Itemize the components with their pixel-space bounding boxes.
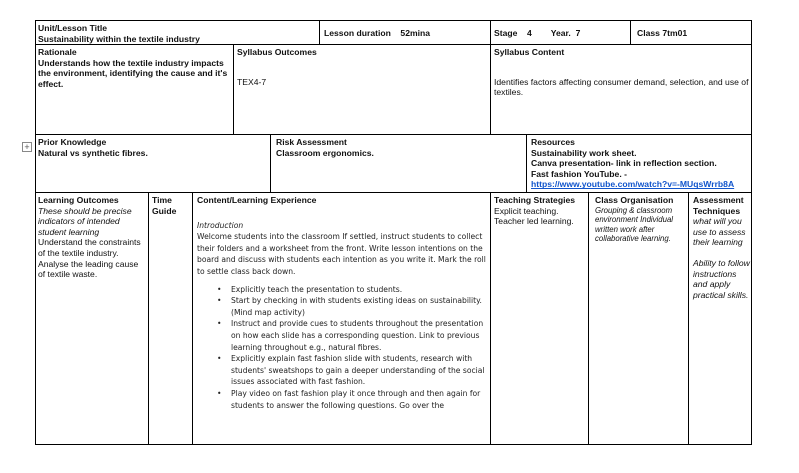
unit-title-label: Unit/Lesson Title (38, 23, 108, 33)
list-item: • Start by checking in with students existing ideas on sustainability. (Mind map activity) (197, 295, 487, 318)
list-item: • Explicitly teach the presentation to students. (197, 284, 487, 296)
learning-experience-cell[interactable] (197, 195, 487, 411)
risk-assessment-text: Classroom ergonomics. (276, 147, 374, 158)
introduction-text: Welcome students into the classroom If settled, instruct students to collect their folders and a worksheet from the front. Write lesson intentions on the board and discuss with students each intention as you write it. Mark the roll to settle class back down. (197, 232, 486, 276)
rationale-text: Understands how the textile industry impacts the environment, identifying the cause and it's effect. (38, 57, 228, 89)
assessment-techniques-hint: what will you use to assess their learning (693, 216, 746, 248)
teaching-strategies-cell[interactable] (494, 195, 586, 227)
table-border (35, 20, 752, 21)
table-move-handle-icon[interactable]: + (22, 142, 32, 152)
table-border (270, 134, 271, 192)
class-organisation-label: Class Organisation (595, 195, 674, 205)
class-label: Class (637, 28, 660, 38)
table-border (630, 20, 631, 44)
table-border (688, 192, 689, 444)
unit-title-value: Sustainability within the textile industry (38, 33, 200, 44)
table-border (490, 44, 491, 134)
prior-knowledge-text: Natural vs synthetic fibres. (38, 147, 148, 158)
learning-outcomes-cell[interactable] (38, 195, 146, 280)
table-border (35, 20, 36, 445)
assessment-techniques-label: Assessment Techniques (693, 195, 744, 216)
assessment-techniques-cell[interactable] (693, 195, 750, 300)
assessment-techniques-text: Ability to follow instructions and apply practical skills. (693, 257, 750, 300)
lesson-duration-cell[interactable] (324, 28, 489, 39)
syllabus-outcomes-label: Syllabus Outcomes (237, 47, 317, 57)
resources-label: Resources (531, 137, 575, 147)
resources-cell[interactable] (531, 137, 751, 190)
stage-year-cell[interactable] (494, 28, 629, 39)
class-organisation-text: Grouping & classroom environment Individual written work after collaborative learning. (595, 205, 674, 244)
table-border (35, 444, 752, 445)
duration-label: Lesson duration (324, 28, 391, 38)
learning-outcomes-label: Learning Outcomes (38, 195, 119, 205)
resources-line-3: Fast fashion YouTube. - (531, 168, 627, 179)
list-item: • Instruct and provide cues to students throughout the presentation on how each slide has a corresponding question. Link to previous learning throughout e.g., natural fibres. (197, 318, 487, 353)
table-border (490, 20, 491, 44)
time-guide-cell[interactable] (152, 195, 190, 216)
syllabus-content-cell[interactable] (494, 47, 749, 98)
learning-outcomes-text: Understand the constraints of the textile industry. Analyse the leading cause of textile waste. (38, 237, 141, 280)
table-border (490, 192, 491, 444)
table-border (526, 134, 527, 192)
list-item: • Play video on fast fashion play it once through and then again for students to answer the following questions. Go over the (197, 388, 487, 411)
risk-assessment-label: Risk Assessment (276, 137, 347, 147)
table-border (233, 44, 234, 134)
stage-label: Stage (494, 28, 518, 38)
duration-value: 52mina (400, 28, 431, 38)
class-organisation-cell[interactable] (595, 195, 687, 244)
prior-knowledge-label: Prior Knowledge (38, 137, 107, 147)
table-border (35, 192, 752, 193)
table-border (192, 192, 193, 444)
rationale-cell[interactable] (38, 47, 230, 89)
year-label: Year. (550, 28, 571, 38)
stage-value: 4 (526, 28, 532, 38)
syllabus-outcome-code: TEX4-7 (237, 76, 267, 87)
class-cell[interactable] (637, 28, 749, 39)
time-guide-label: Time Guide (152, 195, 177, 216)
resources-line-2: Canva presentation- link in reflection section. (531, 158, 717, 169)
teaching-strategies-text: Explicit teaching. Teacher led learning. (494, 205, 574, 227)
prior-knowledge-cell[interactable] (38, 137, 268, 158)
youtube-link[interactable]: https://www.youtube.com/watch?v=-MUqsWrrb8A (531, 179, 735, 190)
unit-title-cell[interactable] (38, 23, 318, 44)
table-border (751, 20, 752, 445)
table-border (588, 192, 589, 444)
risk-assessment-cell[interactable] (276, 137, 524, 158)
learning-outcomes-hint: These should be precise indicators of intended student learning (38, 205, 132, 237)
table-border (148, 192, 149, 444)
syllabus-content-label: Syllabus Content (494, 47, 565, 57)
year-value: 7 (575, 28, 581, 38)
learning-experience-label: Content/Learning Experience (197, 195, 317, 205)
resources-line-1: Sustainability work sheet. (531, 147, 637, 158)
syllabus-content-text: Identifies factors affecting consumer demand, selection, and use of textiles. (494, 76, 749, 98)
class-value: 7tm01 (662, 28, 688, 38)
rationale-label: Rationale (38, 47, 77, 57)
table-border (319, 20, 320, 44)
syllabus-outcomes-cell[interactable] (237, 47, 487, 87)
table-border (35, 134, 752, 135)
teaching-strategies-label: Teaching Strategies (494, 195, 576, 205)
list-item: • Explicitly explain fast fashion slide with students, research with students' sweatshops to gain a deeper understanding of the social issues associated with fast fashion. (197, 353, 487, 388)
introduction-heading: Introduction (197, 220, 244, 230)
